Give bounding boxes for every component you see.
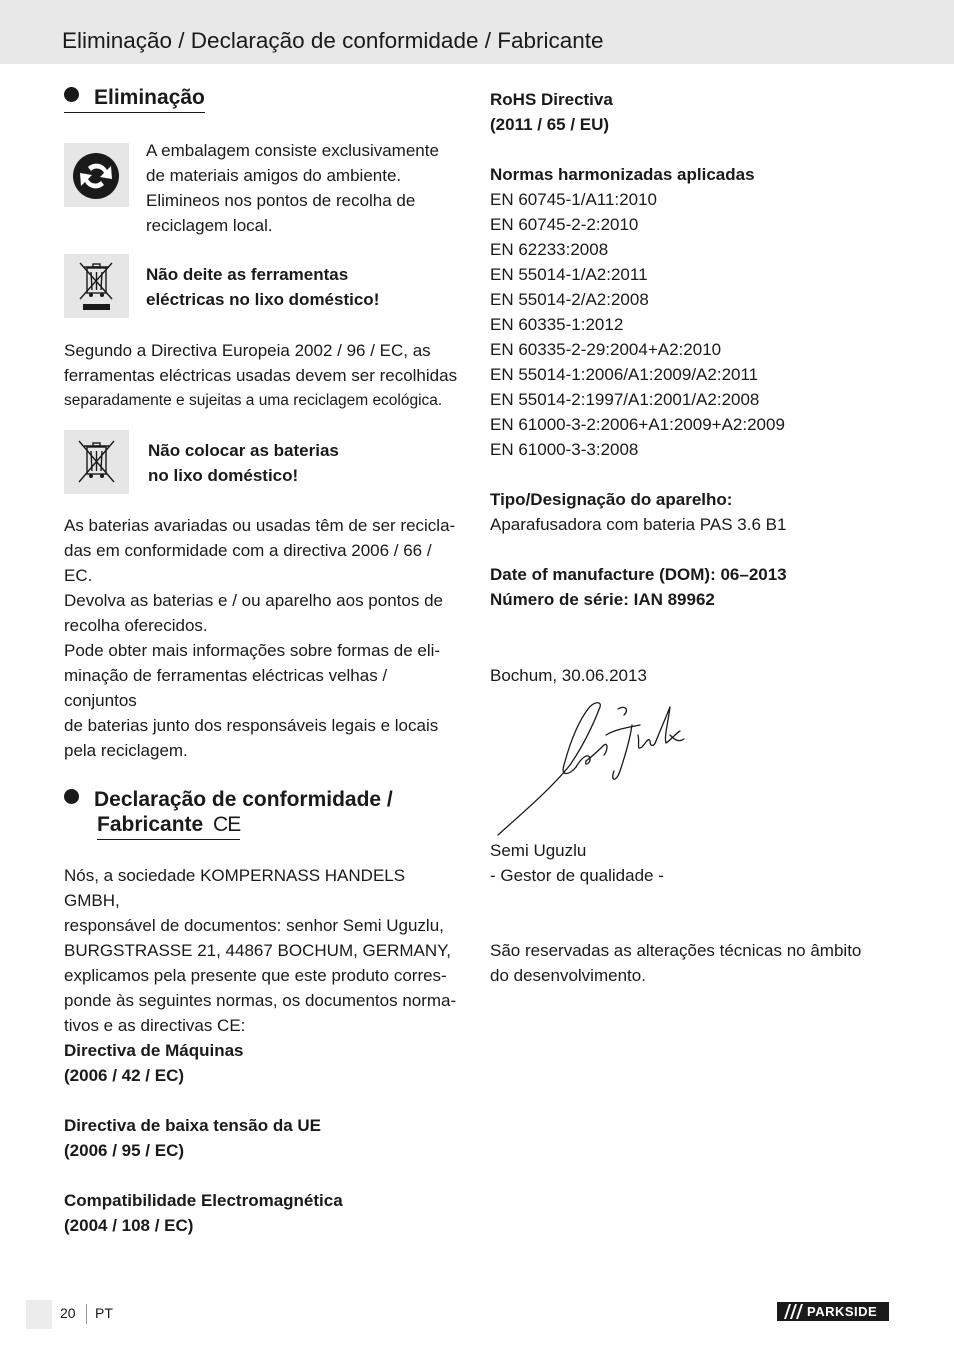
section-heading-declaracao: Declaração de conformidade / Fabricante CE xyxy=(64,787,393,840)
directive-emc: Compatibilidade Electromagnética (2004 / 108 / EC) xyxy=(64,1191,343,1235)
serial-number: Número de série: IAN 89962 xyxy=(490,590,715,609)
signature xyxy=(490,695,700,845)
tools-warning: Não deite as ferramentas eléctricas no lixo doméstico! xyxy=(146,265,380,309)
place-date: Bochum, 30.06.2013 xyxy=(490,666,647,685)
directive-paragraph: Segundo a Directiva Europeia 2002 / 96 / EC, as ferramentas eléctricas usadas devem ser recolhidas separadamente e sujeitas a uma reciclagem ecológica. xyxy=(64,341,458,409)
footer-marker xyxy=(26,1300,52,1329)
norm-item: EN 61000-3-2:2006+A1:2009+A2:2009 xyxy=(490,415,785,434)
norm-item: EN 55014-2/A2:2008 xyxy=(490,290,649,309)
signer-name: Semi Uguzlu xyxy=(490,841,587,860)
logo-stripes-icon xyxy=(781,1304,803,1319)
crossed-bin-battery-icon xyxy=(64,430,129,494)
rohs-directive: RoHS Directiva (2011 / 65 / EU) xyxy=(490,90,613,134)
crossed-bin-tools-icon xyxy=(64,254,129,318)
date-of-manufacture: Date of manufacture (DOM): 06–2013 xyxy=(490,565,787,584)
technical-reserve: São reservadas as alterações técnicas no âmbito do desenvolvimento. xyxy=(490,941,862,985)
norm-item: EN 60335-1:2012 xyxy=(490,315,624,334)
norm-item: EN 55014-1:2006/A1:2009/A2:2011 xyxy=(490,365,759,384)
signer xyxy=(490,838,890,888)
norm-item: EN 62233:2008 xyxy=(490,240,609,259)
info-paragraph: Pode obter mais informações sobre formas de eli- minação de ferramentas eléctricas velhas / conjuntos de baterias junto dos responsáveis legais e locais pela reciclagem. xyxy=(64,641,441,760)
section-heading-text: Eliminação xyxy=(94,86,205,109)
footer-divider xyxy=(86,1304,87,1324)
battery-paragraph: As baterias avariadas ou usadas têm de ser recicla- das em conformidade com a directiva 2006 / 66 / EC. Devolva as baterias e / ou aparelho aos pontos de recolha oferecidos. xyxy=(64,516,456,635)
packaging-paragraph: A embalagem consiste exclusivamente de materiais amigos do ambiente. Elimineos nos pontos de recolha de reciclagem local. xyxy=(146,141,439,235)
signer-role: - Gestor de qualidade - xyxy=(490,866,664,885)
page-number: 20 xyxy=(60,1305,76,1321)
norm-item: EN 60745-2-2:2010 xyxy=(490,215,639,234)
bullet-icon xyxy=(64,87,79,102)
declaration-intro: Nós, a sociedade KOMPERNASS HANDELS GMBH, responsável de documentos: senhor Semi Uguzlu, BURGSTRASSE 21, 44867 BOCHUM, GERMANY, explicamos pela presente que este produto corres- ponde às seguintes normas, os documentos norma- tivos e as directivas CE: xyxy=(64,866,457,1035)
language-code: PT xyxy=(95,1305,113,1321)
device-type: Tipo/Designação do aparelho: Aparafusadora com bateria PAS 3.6 B1 xyxy=(490,490,787,534)
green-dot-recycling-icon xyxy=(64,143,129,207)
directive-low-voltage: Directiva de baixa tensão da UE (2006 / 95 / EC) xyxy=(64,1116,321,1160)
norms-title: Normas harmonizadas aplicadas xyxy=(490,165,755,184)
section-heading-eliminacao xyxy=(64,85,205,113)
parkside-logo: PARKSIDE xyxy=(777,1302,889,1321)
norm-item: EN 55014-2:1997/A1:2001/A2:2008 xyxy=(490,390,760,409)
norm-item: EN 60335-2-29:2004+A2:2010 xyxy=(490,340,722,359)
manufacture-info xyxy=(490,562,890,612)
ce-mark: CE xyxy=(213,813,241,836)
bullet-icon xyxy=(64,789,79,804)
norm-item: EN 55014-1/A2:2011 xyxy=(490,265,648,284)
battery-warning: Não colocar as baterias no lixo doméstico! xyxy=(148,441,339,485)
directive-machinery: Directiva de Máquinas (2006 / 42 / EC) xyxy=(64,1041,244,1085)
harmonized-norms xyxy=(490,162,890,462)
page-title: Eliminação / Declaração de conformidade / Fabricante xyxy=(62,28,604,53)
norm-item: EN 61000-3-3:2008 xyxy=(490,440,639,459)
norm-item: EN 60745-1/A11:2010 xyxy=(490,190,657,209)
